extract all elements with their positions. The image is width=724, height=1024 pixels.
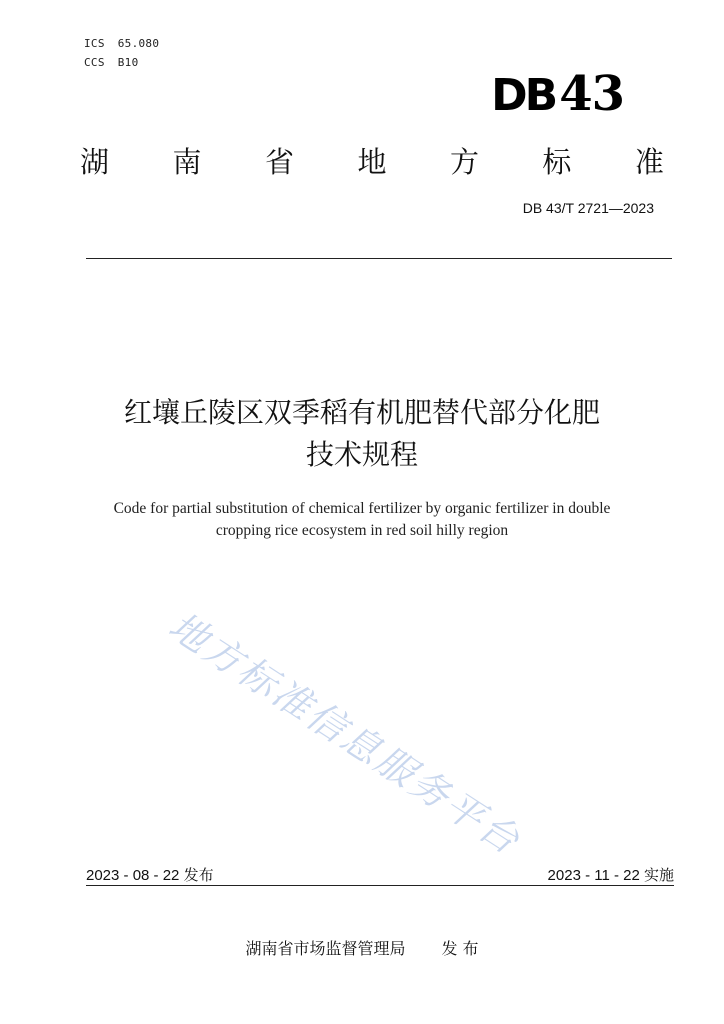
standard-kind-heading	[80, 140, 664, 181]
ccs-classification	[84, 56, 139, 69]
english-title-line-1: Code for partial substitution of chemical fertilizer by organic fertilizer in double	[113, 500, 611, 517]
ccs-label: CCS	[84, 56, 105, 69]
issue-date: 2023 - 08 - 22 发布	[86, 867, 214, 884]
ics-label: ICS	[84, 37, 105, 50]
chinese-title-line-2: 技术规程	[305, 438, 418, 471]
issuer-line	[0, 936, 724, 959]
chinese-title	[0, 392, 724, 476]
standard-number: DB 43/T 2721—2023	[522, 200, 654, 216]
logo-number: 43	[559, 66, 624, 122]
ics-code: 65.080	[117, 37, 160, 50]
issuer-action: 发 布	[441, 939, 479, 958]
db-logo	[491, 66, 624, 122]
standard-kind-char: 标	[542, 145, 572, 179]
standard-kind-char: 南	[172, 145, 202, 179]
standard-kind-char: 省	[264, 145, 294, 179]
standard-kind-char: 地	[357, 145, 387, 179]
dates-row	[86, 864, 674, 885]
chinese-title-line-1: 红壤丘陵区双季稻有机肥替代部分化肥	[123, 396, 600, 429]
top-divider	[86, 258, 672, 259]
standard-kind-char: 方	[449, 145, 479, 179]
english-title-line-2: cropping rice ecosystem in red soil hilly region	[215, 522, 509, 539]
ics-classification	[84, 37, 159, 50]
watermark: 地方标准信息服务平台	[161, 603, 529, 864]
bottom-divider	[86, 885, 674, 886]
logo-prefix: DB	[491, 70, 556, 121]
implementation-date: 2023 - 11 - 22 实施	[547, 867, 674, 884]
standard-kind-char: 湖	[80, 145, 110, 179]
ccs-code: B10	[117, 56, 139, 69]
issuing-organization: 湖南省市场监督管理局	[245, 939, 406, 958]
standard-kind-char: 准	[634, 145, 664, 179]
english-title	[0, 498, 724, 542]
